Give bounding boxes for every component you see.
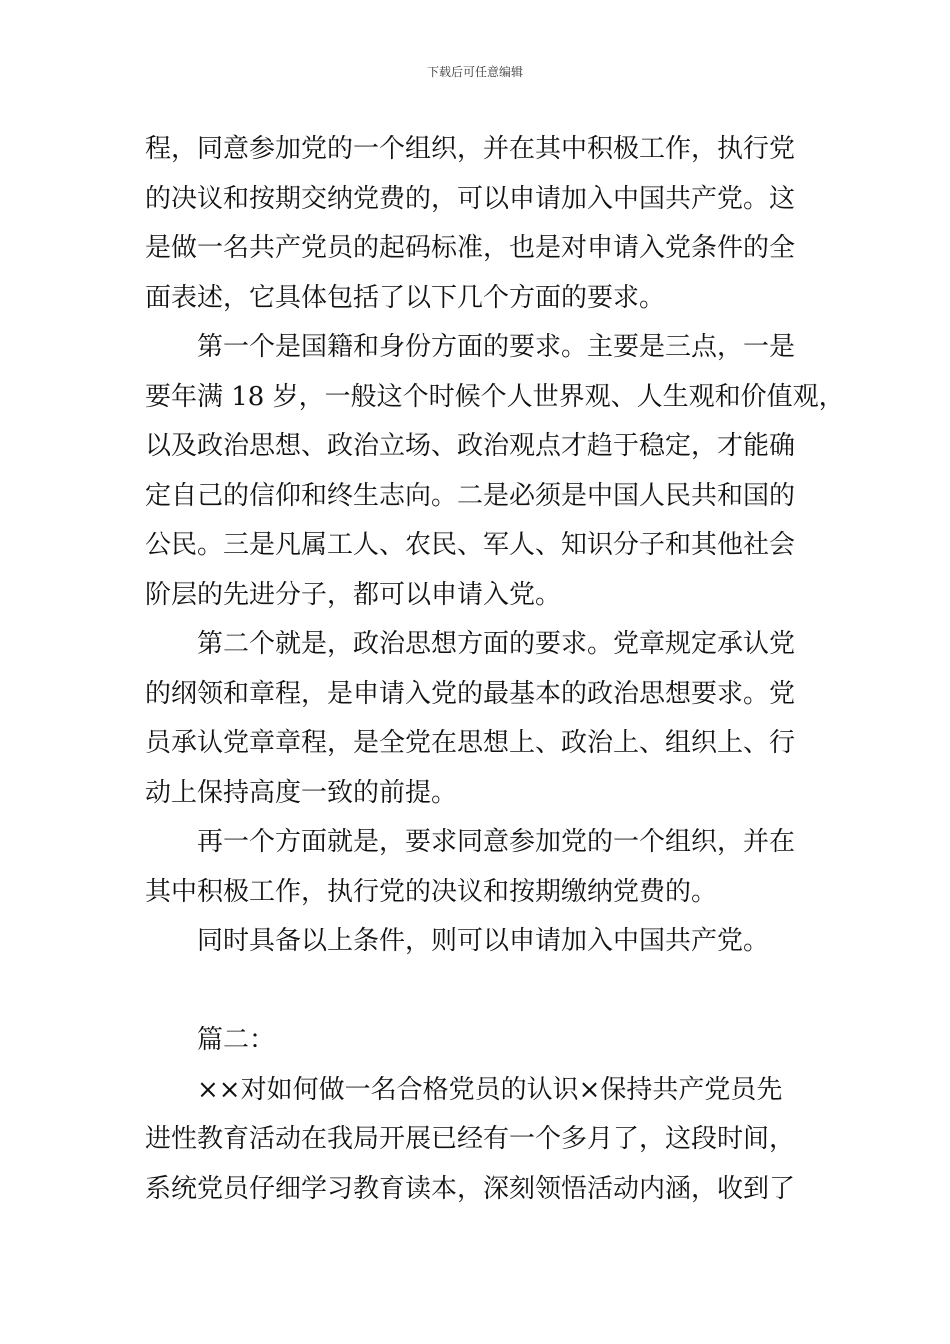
text-line: 员承认党章章程，是全党在思想上、政治上、组织上、行 [145,728,796,758]
text-line: 进性教育活动在我局开展已经有一个多月了，这段时间， [145,1124,796,1154]
text-line: 动上保持高度一致的前提。 [145,777,458,808]
blank-line [145,967,825,1017]
text-line: 其中积极工作，执行党的决议和按期缴纳党费的。 [145,876,718,907]
page-header: 下载后可任意编辑 [426,65,523,79]
text-line: 程，同意参加党的一个组织，并在其中积极工作，执行党 [145,134,796,164]
paragraph-first-line: ××对如何做一名合格党员的认识×保持共产党员先 [197,1074,783,1105]
paragraph-first-line: 第一个是国籍和身份方面的要求。主要是三点，一是 [197,332,796,362]
text-line: 的决议和按期交纳党费的，可以申请加入中国共产党。这 [145,183,796,214]
text-line: 是做一名共产党员的起码标准，也是对申请入党条件的全 [145,233,796,263]
text-line: 要年满 18 岁，一般这个时候个人世界观、人生观和价值观， [145,381,845,412]
paragraph-first-line: 同时具备以上条件，则可以申请加入中国共产党。 [197,926,770,956]
text-line: 阶层的先进分子，都可以申请入党。 [145,579,562,610]
paragraph-first-line: 第二个就是，政治思想方面的要求。党章规定承认党 [197,629,796,659]
text-line: 公民。三是凡属工人、农民、军人、知识分子和其他社会 [145,530,796,560]
text-line: 定自己的信仰和终生志向。二是必须是中国人民共和国的 [145,480,796,511]
section-heading: 篇二： [197,1025,276,1055]
text-line: 以及政治思想、政治立场、政治观点才趋于稳定，才能确 [145,431,796,461]
text-line: 面表述，它具体包括了以下几个方面的要求。 [145,282,666,313]
paragraph-first-line: 再一个方面就是，要求同意参加党的一个组织，并在 [197,827,796,857]
document-body [145,125,845,1214]
text-line: 系统党员仔细学习教育读本，深刻领悟活动内涵，收到了 [145,1173,796,1204]
text-line: 的纲领和章程，是申请入党的最基本的政治思想要求。党 [145,678,796,709]
